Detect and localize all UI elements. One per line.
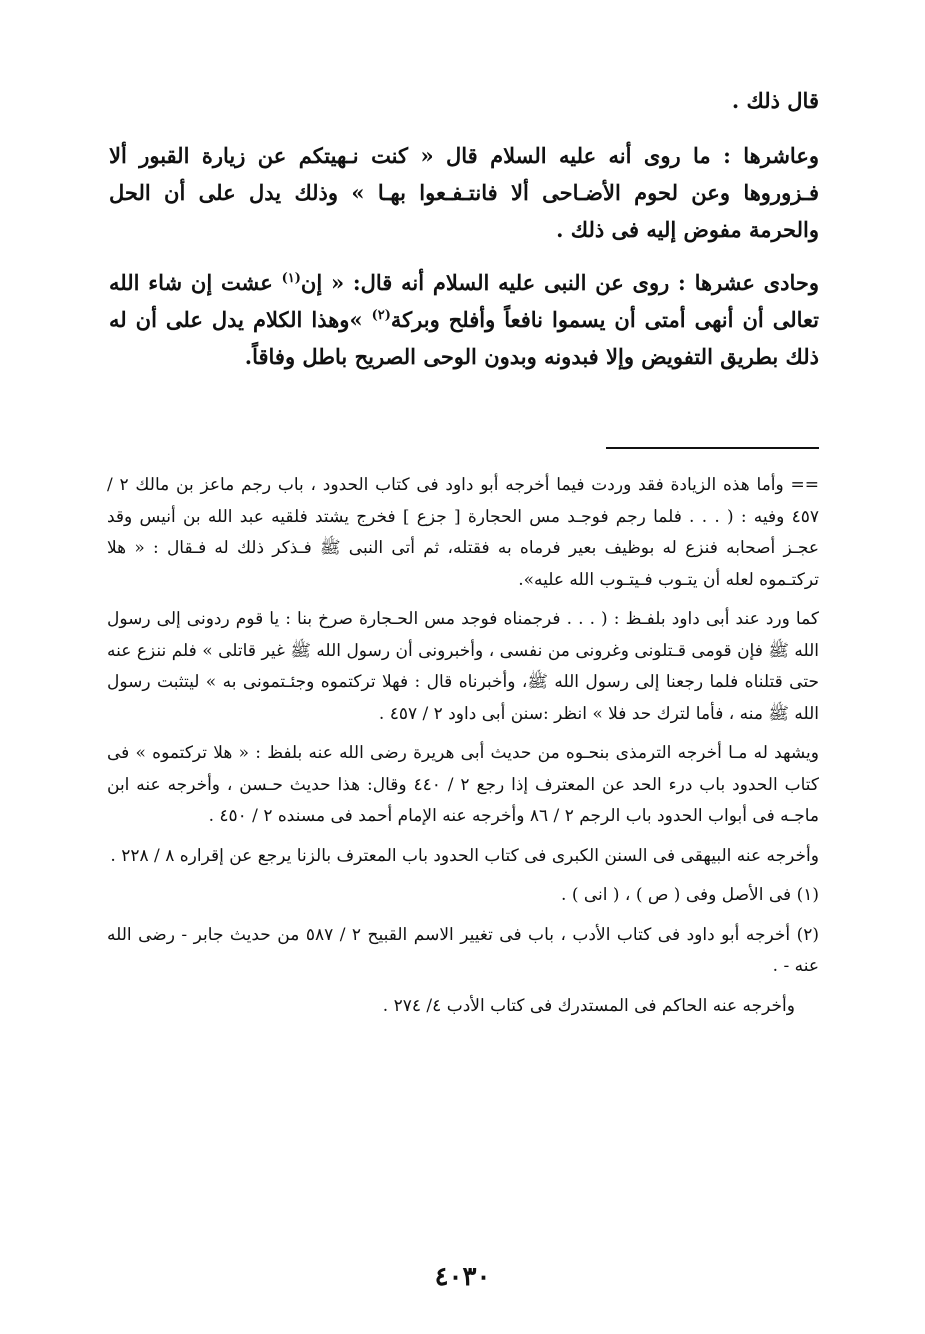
paragraph-eleventh-text-c: »وهذا الكلام يدل على أن له ذلك بطريق التفويض وإلا فبدونه وبدون الوحى الصريح باطل وفاقاً. xyxy=(109,307,819,369)
footnote-2: (٢) أخرجه أبو داود فى كتاب الأدب ، باب فى تغيير الاسم القبيح ٢ / ٥٨٧ من حديث جابر - رضى الله عنه - . xyxy=(107,924,819,976)
paragraph-eleventh-text-a: روى عن النبى عليه السلام أنه قال: « إن xyxy=(300,270,679,295)
paragraph-tenth-lead: وعاشرها : xyxy=(723,143,819,168)
footnotes-section xyxy=(107,470,819,1030)
note-abu-dawud-variant: كما ورد عند أبى داود بلفـظ : ( . . . فرجمناه فوجد مس الحـجارة صرخ بنا : يا قوم ردونى إلى رسول الله ﷺ فإن قومى قـتلونى وغرونى من نفسى ، وأخبرونى أن رسول الله ﷺ غير قاتلى » فلم ننزع عنه حتى قتلناه فلما رجعنا إلى رسول الله ﷺ، وأخبرناه قال : فهلا تركتموه وجئـتمونى به » ليتثبت رسول الله ﷺ منه ، فأما لترك حد فلا » انظر :سنن أبى داود ٢ / ٤٥٧ . xyxy=(107,609,819,724)
paragraph-tenth xyxy=(109,137,819,248)
page-number: ٤٠٣٠ xyxy=(434,1262,491,1292)
footnote-ref-1: (١) xyxy=(281,271,301,286)
footnote-ref-2: (٢) xyxy=(371,308,391,323)
intro-text: قال ذلك . xyxy=(731,88,819,113)
paragraph-tenth-text: ما روى أنه عليه السلام قال « كنت نـهيتكم عن زيارة القبور ألا فـزوروها وعن لحوم الأضـاحى ألا فانتـفـعوا بهـا » وذلك يدل على أن الحل والحرمة مفوض إليه فى ذلك . xyxy=(109,143,819,242)
paragraph-intro xyxy=(109,82,819,119)
paragraph-eleventh-lead: وحادى عشرها : xyxy=(678,270,819,295)
note-bayhaqi: وأخرجه عنه البيهقى فى السنن الكبرى فى كتاب الحدود باب المعترف بالزنا يرجع عن إقراره ٨ / ٢٢٨ . xyxy=(110,845,819,866)
paragraph-eleventh xyxy=(109,264,819,375)
paragraph-eleventh-text-b: عشت إن شاء الله تعالى أن أنهى أمتى أن يسموا نافعاً وأفلح وبركة xyxy=(109,270,819,332)
footnote-2-hakim: وأخرجه عنه الحاكم فى المستدرك فى كتاب الأدب ٤/ ٢٧٤ . xyxy=(382,995,795,1016)
note-tirmidhi: ويشهد له مـا أخرجه الترمذى بنحـوه من حديث أبى هريرة رضى الله عنه بلفظ : « هلا تركتموه » فى كتاب الحدود باب درء الحد عن المعترف إذا رجع ٢ / ٤٤٠ وقال: هذا حديث حـسن ، وأخرجه عنه ابن ماجـه فى أبواب الحدود باب الرجم ٢ / ٨٦ وأخرجه عنه الإمام أحمد فى مسنده ٢ / ٤٥٠ . xyxy=(107,743,820,826)
note-continued-abu-dawud: == وأما هذه الزيادة فقد وردت فيما أخرجه أبو داود فى كتاب الحدود ، باب رجم ماعز بن مالك ٢ / ٤٥٧ وفيه : ( . . . فلما رجم فوجـد مس الحجارة [ جزع ] فخرج يشتد فلقيه عبد الله بن أنيس وقد عجـز أصحابه فنزع له بوظيف بعير فرماه به فقتله، ثم أتى النبى ﷺ فـذكر ذلك له فـقال : « هلا تركتـموه لعله أن يتـوب فـيتـوب الله عليه». xyxy=(107,475,819,590)
footnote-divider xyxy=(606,447,819,449)
main-text xyxy=(109,82,819,391)
footnote-1: (١) فى الأصل وفى ( ص ) ، ( انى ) . xyxy=(561,885,819,905)
